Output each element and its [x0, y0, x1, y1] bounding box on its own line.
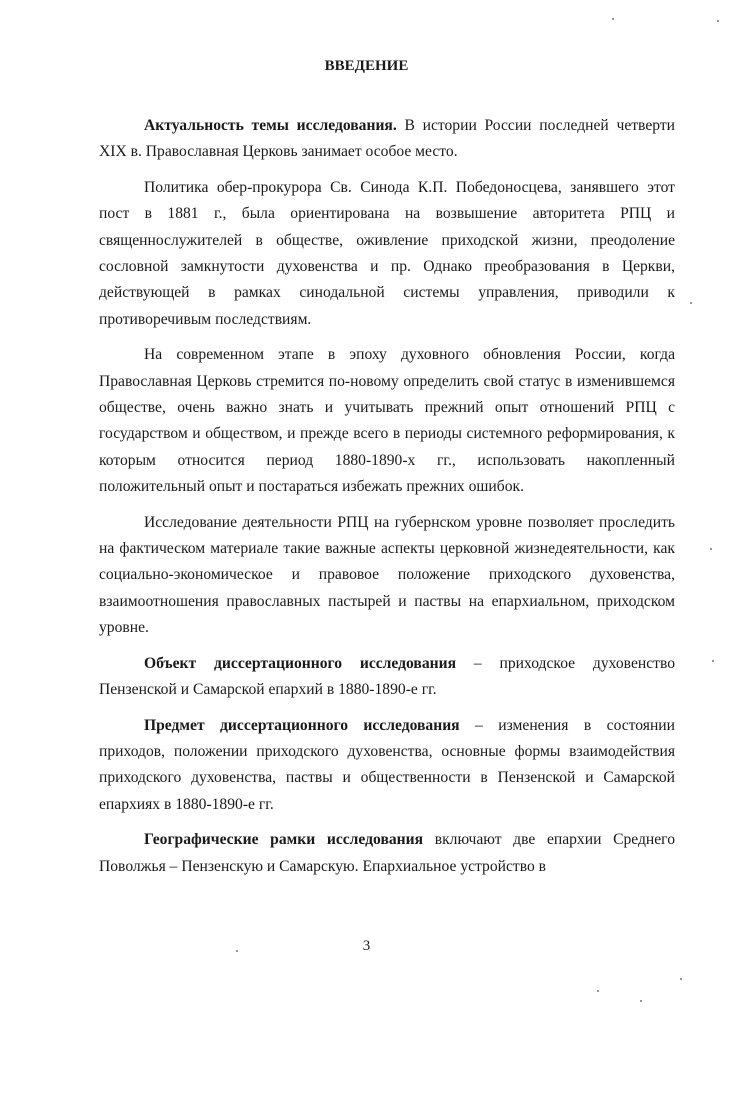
paragraph-lead: Объект диссертационного исследования — [144, 654, 457, 672]
paragraph-text: На современном этапе в эпоху духовного обновления России, когда Православная Церковь стремится по-новому определить свой статус в изменившемся обществе, очень важно знать и учитывать прежний опыт отношений РПЦ с государством и обществом, и прежде всего в периоды системного реформирования, к которым относится период 1880-1890-х гг., использовать накопленный положительный опыт и постараться избежать прежних ошибок. — [99, 346, 675, 495]
paragraph-relevance — [99, 113, 675, 166]
scan-speck — [717, 20, 719, 22]
paragraph-lead: Актуальность темы исследования. — [144, 117, 397, 134]
paragraph-text: Политика обер-прокурора Св. Синода К.П. Победоносцева, занявшего этот пост в 1881 г., была ориентирована на возвышение авторитета РПЦ и священнослужителей в обществе, оживление приходской жизни, преодоление сословной замкнутости духовенства и пр. Однако преобразования в Церкви, действующей в рамках синодальной системы управления, приводили к противоречивым последствиям. — [99, 179, 675, 328]
scan-speck — [710, 548, 712, 550]
paragraph-geography — [99, 827, 675, 880]
scan-speck — [640, 1000, 642, 1002]
paragraph-text: В истории России последней четверти XIX в. Православная Церковь занимает особое место. — [99, 117, 675, 161]
page-number: 3 — [362, 938, 371, 954]
paragraph-regional-study — [99, 510, 675, 641]
scan-speck — [712, 660, 714, 662]
paragraph-text: – приходское духовенство Пензенской и Самарской епархий в 1880-1890-е гг. — [99, 654, 675, 698]
paragraph-object — [99, 651, 675, 704]
body-text — [99, 113, 675, 890]
paragraph-text: включают две епархии Среднего Поволжья – Пензенскую и Самарскую. Епархиальное устройство в — [99, 831, 675, 875]
paragraph-text: Исследование деятельности РПЦ на губернском уровне позволяет проследить на фактическом материале такие важные аспекты церковной жизнедеятельности, как социально-экономическое и правовое положение приходского духовенства, взаимоотношения православных пастырей и паствы на епархиальном, приходском уровне. — [99, 513, 675, 636]
paragraph-lead: Предмет диссертационного исследования — [144, 716, 460, 734]
paragraph-modern-stage — [99, 342, 675, 500]
paragraph-subject — [99, 713, 675, 818]
page-title: ВВЕДЕНИЕ — [324, 58, 409, 74]
scan-speck — [597, 990, 599, 992]
paragraph-policy — [99, 175, 675, 333]
scan-speck — [690, 302, 692, 304]
scan-speck — [612, 18, 614, 20]
paragraph-text: – изменения в состоянии приходов, положении приходского духовенства, основные формы взаимодействия приходского духовенства, паствы и общественности в Пензенской и Самарской епархиях в 1880-1890-е гг. — [99, 716, 675, 813]
scan-speck — [236, 950, 238, 952]
scan-speck — [680, 978, 682, 980]
paragraph-lead: Географические рамки исследования — [144, 831, 424, 849]
